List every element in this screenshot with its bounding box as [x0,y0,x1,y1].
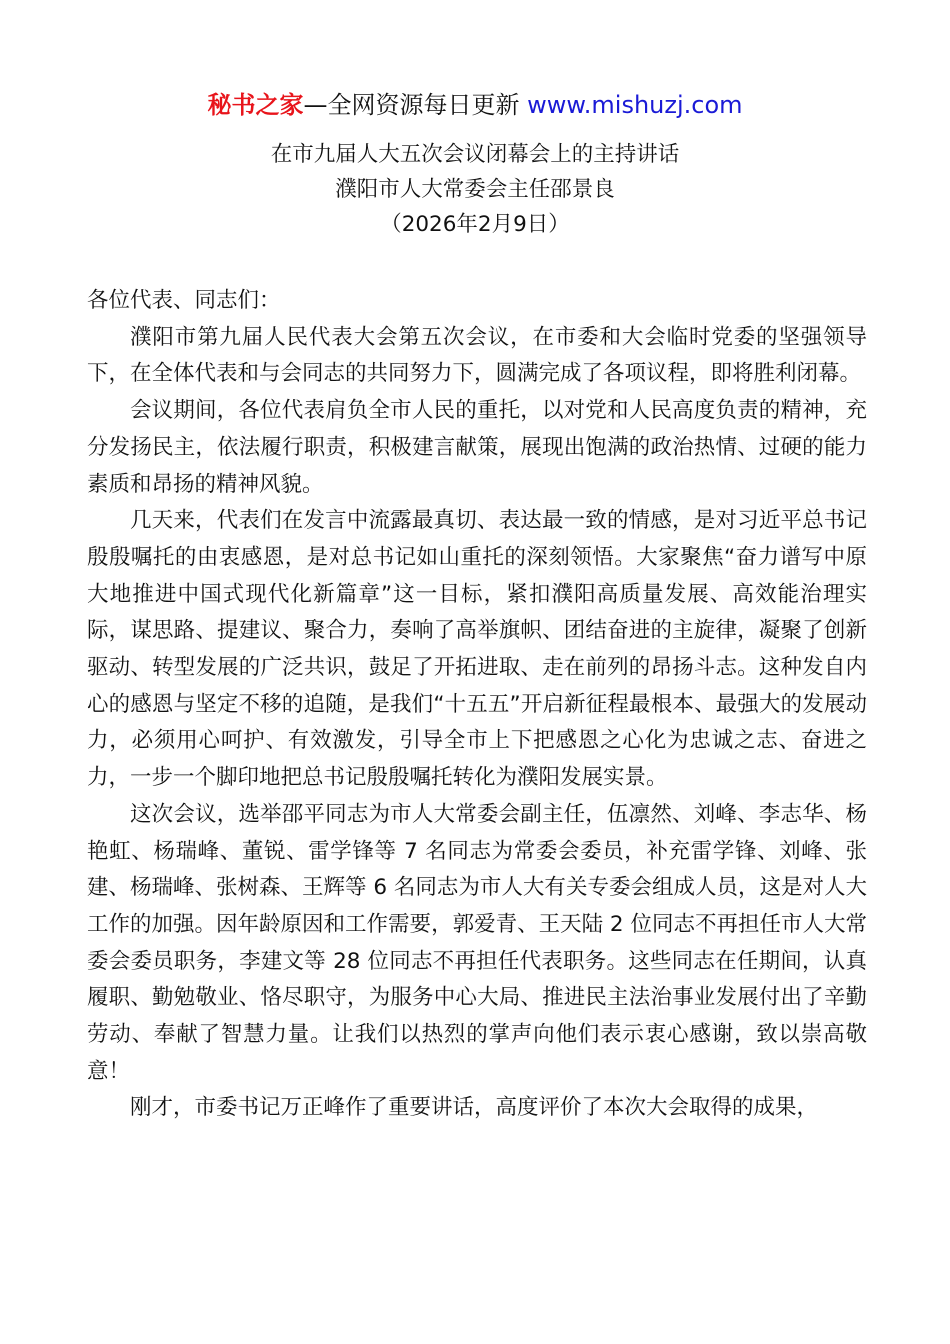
banner-slogan: —全网资源每日更新 [303,91,528,119]
document-title: 在市九届人大五次会议闭幕会上的主持讲话 [270,142,680,167]
document-author: 濮阳市人大常委会主任邵景良 [335,177,615,202]
paragraph: 会议期间，各位代表肩负全市人民的重托，以对党和人民高度负责的精神，充分发扬民主，依法履行职责，积极建言献策，展现出饱满的政治热情、过硬的能力素质和昂扬的精神风貌。 [87,398,867,497]
banner-url[interactable]: www.mishuzj.com [527,91,743,119]
brand-name: 秘书之家 [207,91,304,119]
site-banner [0,88,950,122]
paragraph: 刚才，市委书记万正峰作了重要讲话，高度评价了本次大会取得的成果， [130,1095,819,1121]
paragraph: 这次会议，选举邵平同志为市人大常委会副主任，伍凛然、刘峰、李志华、杨艳虹、杨瑞峰、董锐、雷学锋等 7 名同志为常委会委员，补充雷学锋、刘峰、张建、杨瑞峰、张树森、王辉等 6 名同志为市人大有关专委会组成人员，这是对人大工作的加强。因年龄原因和工作需要，郭爱青、王天陆 2 位同志不再担任市人大常委会委员职务，李建文等 28 位同志不再担任代表职务。这些同志在任期间，认真履职、勤勉敬业、恪尽职守，为服务中心大局、推进民主法治事业发展付出了辛勤劳动、奉献了智慧力量。让我们以热烈的掌声向他们表示衷心感谢，致以崇高敬意！ [87,801,867,1084]
paragraph: 濮阳市第九届人民代表大会第五次会议，在市委和大会临时党委的坚强领导下，在全体代表和与会同志的共同努力下，圆满完成了各项议程，即将胜利闭幕。 [87,324,867,387]
paragraph: 几天来，代表们在发言中流露最真切、表达最一致的情感，是对习近平总书记殷殷嘱托的由衷感恩，是对总书记如山重托的深刻领悟。大家聚焦“奋力谱写中原大地推进中国式现代化新篇章”这一目标，紧扣濮阳高质量发展、高效能治理实际，谋思路、提建议、聚合力，奏响了高举旗帜、团结奋进的主旋律，凝聚了创新驱动、转型发展的广泛共识，鼓足了开拓进取、走在前列的昂扬斗志。这种发自内心的感恩与坚定不移的追随，是我们“十五五”开启新征程最根本、最强大的发展动力，必须用心呵护、有效激发，引导全市上下把感恩之心化为忠诚之志、奋进之力，一步一个脚印地把总书记殷殷嘱托转化为濮阳发展实景。 [87,508,867,791]
document-date: （2026年2月9日） [380,212,570,237]
salutation: 各位代表、同志们： [87,288,281,313]
document-heading [0,137,950,242]
document-body [87,283,867,1127]
